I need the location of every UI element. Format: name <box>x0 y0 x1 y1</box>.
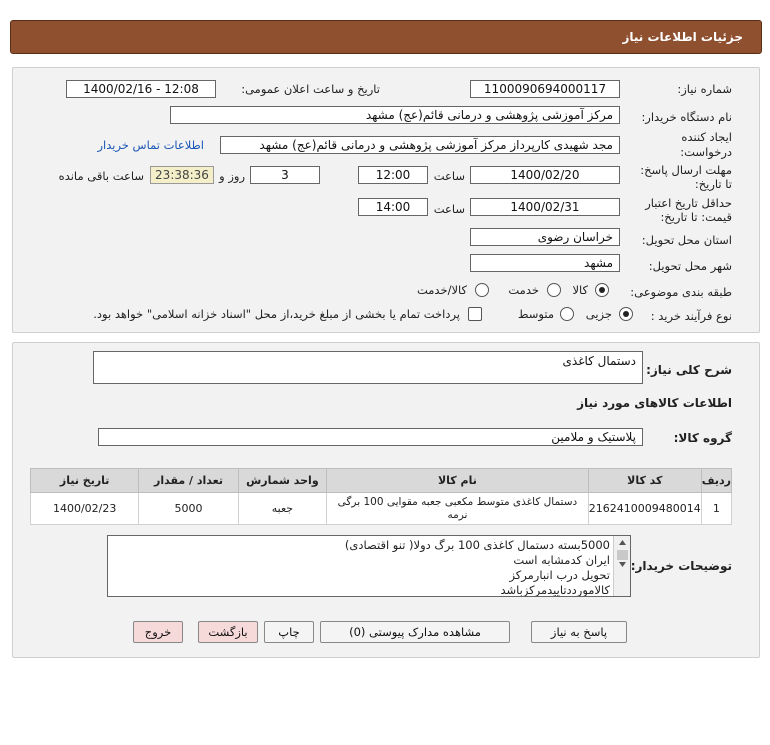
city-field: مشهد <box>470 254 620 272</box>
goods-info-title: اطلاعات کالاهای مورد نیاز <box>577 396 732 410</box>
buyer-notes-textarea[interactable] <box>107 535 631 597</box>
col-qty: تعداد / مقدار <box>139 469 238 493</box>
province-field: خراسان رضوی <box>470 228 620 246</box>
print-button[interactable]: چاپ <box>264 621 314 643</box>
goods-group-field: پلاستیک و ملامین <box>98 428 643 446</box>
scrollbar-arrows-icon <box>614 536 631 596</box>
validity-label-1: حداقل تاریخ اعتبار <box>645 196 732 210</box>
deadline-label-1: مهلت ارسال پاسخ: <box>640 163 732 177</box>
col-unit: واحد شمارش <box>238 469 326 493</box>
process-medium-radio[interactable] <box>560 307 574 321</box>
buyer-org-label: نام دستگاه خریدار: <box>641 110 732 124</box>
days-label: روز و <box>219 169 245 183</box>
cell-code: 2162410009480014 <box>588 493 701 525</box>
page-header <box>10 20 762 54</box>
deadline-time-label: ساعت <box>433 169 465 183</box>
treasury-note: پرداخت تمام یا بخشی از مبلغ خرید،از محل "اسناد خزانه اسلامی" خواهد بود. <box>93 307 460 321</box>
validity-time-field: 14:00 <box>358 198 428 216</box>
creator-label-2: درخواست: <box>680 145 732 159</box>
buyer-notes-label: توضیحات خریدار: <box>630 559 732 573</box>
process-minor-label: جزیی <box>585 307 612 321</box>
announce-label: تاریخ و ساعت اعلان عمومی: <box>241 82 380 96</box>
cell-date: 1400/02/23 <box>31 493 139 525</box>
treasury-checkbox[interactable] <box>468 307 482 321</box>
remaining-time-label: ساعت باقی مانده <box>58 169 144 183</box>
category-goods-service-radio[interactable] <box>475 283 489 297</box>
table-row <box>31 493 732 525</box>
col-code: کد کالا <box>588 469 701 493</box>
deadline-time-field: 12:00 <box>358 166 428 184</box>
goods-table <box>30 468 732 525</box>
goods-group-label: گروه کالا: <box>673 431 732 445</box>
creator-label-1: ایجاد کننده <box>681 130 732 144</box>
process-minor-radio[interactable] <box>619 307 633 321</box>
process-medium-label: متوسط <box>517 307 554 321</box>
validity-label-2: قیمت: تا تاریخ: <box>660 210 732 224</box>
city-label: شهر محل تحویل: <box>648 259 732 273</box>
category-service-radio[interactable] <box>547 283 561 297</box>
category-goods-service-label: کالا/خدمت <box>416 283 467 297</box>
buyer-contact-link[interactable]: اطلاعات تماس خریدار <box>97 138 204 152</box>
province-label: استان محل تحویل: <box>641 233 732 247</box>
notes-line: تحویل درب انبارمرکز <box>509 568 610 582</box>
buyer-org-field: مرکز آموزشی پژوهشی و درمانی قائم(عج) مشهد <box>170 106 620 124</box>
category-label: طبقه بندی موضوعی: <box>630 285 732 299</box>
col-name: نام کالا <box>327 469 589 493</box>
cell-row: 1 <box>701 493 731 525</box>
notes-scrollbar[interactable] <box>613 536 630 596</box>
category-goods-label: کالا <box>572 283 588 297</box>
announce-field: 1400/02/16 - 12:08 <box>66 80 216 98</box>
remaining-time-field: 23:38:36 <box>150 166 214 184</box>
cell-unit: جعبه <box>238 493 326 525</box>
cell-qty: 5000 <box>139 493 238 525</box>
category-goods-radio[interactable] <box>595 283 609 297</box>
back-button[interactable]: بازگشت <box>198 621 258 643</box>
validity-time-label: ساعت <box>433 202 465 216</box>
page-title: جزئیات اطلاعات نیاز <box>622 30 743 44</box>
category-service-label: خدمت <box>508 283 539 297</box>
deadline-label-2: تا تاریخ: <box>694 177 732 191</box>
validity-date-field: 1400/02/31 <box>470 198 620 216</box>
need-number-label: شماره نیاز: <box>677 82 732 96</box>
col-date: تاریخ نیاز <box>31 469 139 493</box>
goods-table-header <box>31 469 732 493</box>
notes-line: ایران کدمشابه است <box>513 553 610 567</box>
col-row: ردیف <box>701 469 731 493</box>
need-description-field: دستمال کاغذی <box>93 351 643 384</box>
exit-button[interactable]: خروج <box>133 621 183 643</box>
notes-line: کالامورددتاییدمرکزباشد <box>500 583 610 597</box>
process-label: نوع فرآیند خرید : <box>650 309 732 323</box>
notes-line: 5000بسته دستمال کاغذی 100 برگ دولا( تنو اقتصادی) <box>344 538 610 552</box>
need-number-field: 1100090694000117 <box>470 80 620 98</box>
deadline-date-field: 1400/02/20 <box>470 166 620 184</box>
need-description-label: شرح کلی نیاز: <box>646 363 732 377</box>
cell-name: دستمال کاغذی متوسط مکعبی جعبه مقوایی 100 برگی نرمه <box>327 493 589 525</box>
creator-field: مجد شهیدی کارپرداز مرکز آموزشی پژوهشی و درمانی قائم(عج) مشهد <box>220 136 620 154</box>
reply-button[interactable]: پاسخ به نیاز <box>531 621 627 643</box>
days-remaining-field: 3 <box>250 166 320 184</box>
attachments-button[interactable]: مشاهده مدارک پیوستی (0) <box>320 621 510 643</box>
